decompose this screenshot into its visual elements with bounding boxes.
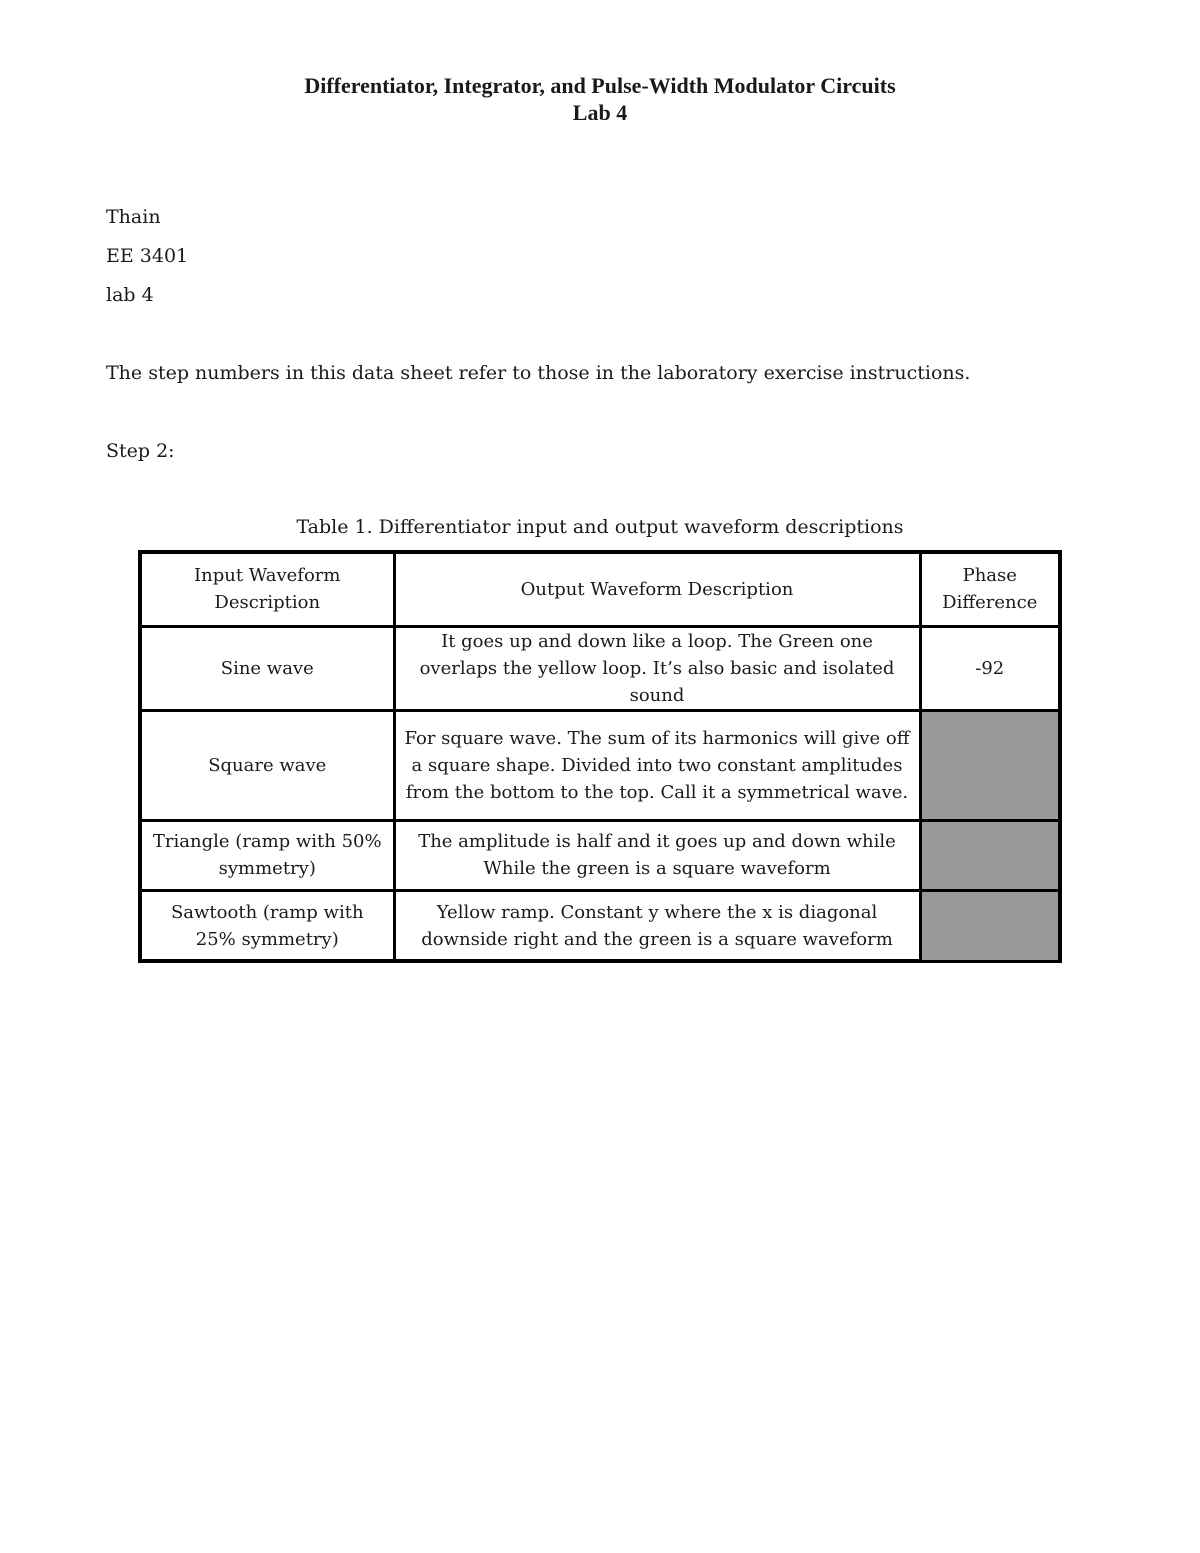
row-output: It goes up and down like a loop. The Green one overlaps the yellow loop. It’s also basic and isolated sound <box>394 626 920 710</box>
row-output: Yellow ramp. Constant y where the x is diagonal downside right and the green is a square waveform <box>394 890 920 960</box>
step-heading: Step 2: <box>106 440 175 462</box>
row-input: Square wave <box>142 710 394 820</box>
document-subtitle: Lab 4 <box>572 100 628 125</box>
author-name: Thain <box>106 206 161 228</box>
lab-label: lab 4 <box>106 284 154 306</box>
table-row <box>142 820 1058 890</box>
row-input: Sawtooth (ramp with 25% symmetry) <box>142 890 394 960</box>
table-row <box>142 710 1058 820</box>
document-title: Differentiator, Integrator, and Pulse-Width Modulator Circuits <box>304 73 896 98</box>
header-phase: Phase Difference <box>920 554 1058 626</box>
waveform-table <box>138 550 1062 963</box>
table-row <box>142 626 1058 710</box>
table-header-row <box>142 554 1058 626</box>
table-row <box>142 890 1058 960</box>
header-output: Output Waveform Description <box>394 554 920 626</box>
document-header <box>0 72 1200 126</box>
row-input: Sine wave <box>142 626 394 710</box>
intro-text: The step numbers in this data sheet refer to those in the laboratory exercise instructions. <box>106 362 971 384</box>
row-input: Triangle (ramp with 50% symmetry) <box>142 820 394 890</box>
table-caption: Table 1. Differentiator input and output waveform descriptions <box>296 516 904 538</box>
row-phase-shaded <box>920 820 1058 890</box>
row-output: The amplitude is half and it goes up and down while While the green is a square waveform <box>394 820 920 890</box>
course-number: EE 3401 <box>106 245 189 267</box>
row-output: For square wave. The sum of its harmonics will give off a square shape. Divided into two constant amplitudes from the bottom to the top. Call it a symmetrical wave. <box>394 710 920 820</box>
row-phase: -92 <box>920 626 1058 710</box>
row-phase-shaded <box>920 890 1058 960</box>
row-phase-shaded <box>920 710 1058 820</box>
header-input: Input Waveform Description <box>142 554 394 626</box>
